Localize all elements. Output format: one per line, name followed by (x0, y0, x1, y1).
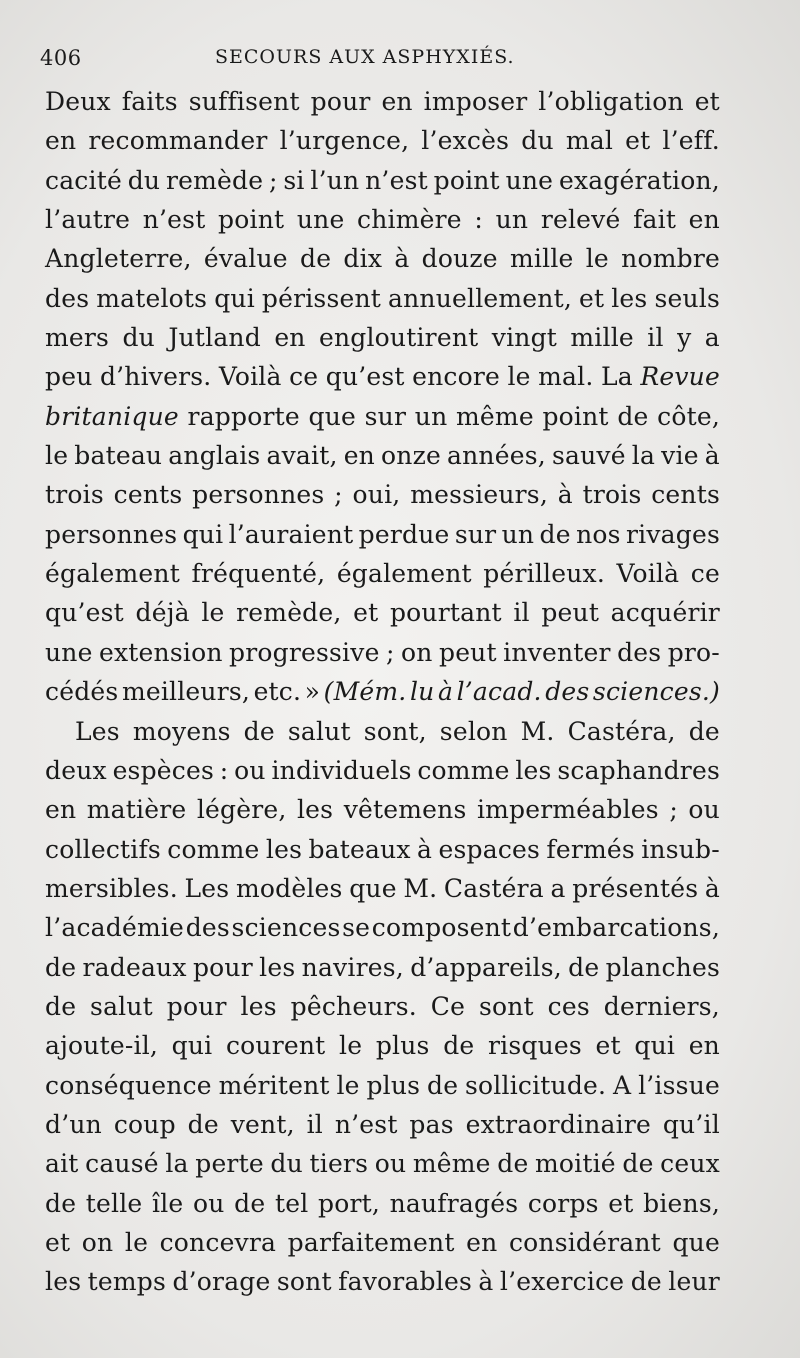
text-line: et on le concevra parfaitement en considérant que (45, 1227, 720, 1257)
text-line: collectifs comme les bateaux à espaces fermés insub- (45, 834, 720, 864)
text-line: l’académie des sciences se composent d’embarcations, (45, 913, 720, 943)
text-line: conséquence méritent le plus de sollicitude. A l’issue (45, 1070, 720, 1100)
page-number: 406 (40, 46, 82, 70)
text-line: cacité du remède ; si l’un n’est point une exagération, (45, 165, 720, 195)
text-line: ajoute-il, qui courent le plus de risques et qui en (45, 1031, 720, 1061)
text-line: Deux faits suffisent pour en imposer l’obligation et (45, 87, 720, 116)
text-line: les temps d’orage sont favorables à l’exercice de leur (45, 1267, 720, 1297)
text-line: deux espèces : ou individuels comme les scaphandres (45, 755, 720, 785)
text-line: de radeaux pour les navires, d’appareils, de planches (45, 952, 720, 982)
body-text (45, 82, 720, 1302)
text-line: Les moyens de salut sont, selon M. Castéra, de (75, 716, 720, 746)
text-line: des matelots qui périssent annuellement, et les seuls (45, 283, 720, 313)
text-line: de salut pour les pêcheurs. Ce sont ces derniers, (45, 991, 720, 1021)
text-line: qu’est déjà le remède, et pourtant il peut acquérir (45, 598, 720, 628)
text-line: ait causé la perte du tiers ou même de moitié de ceux (45, 1149, 720, 1179)
text-line: personnes qui l’auraient perdue sur un de nos rivages (45, 519, 720, 549)
text-line: trois cents personnes ; oui, messieurs, à trois cents (45, 480, 720, 510)
text-line: mersibles. Les modèles que M. Castéra a présentés à (45, 873, 720, 903)
text-line: en matière légère, les vêtemens imperméables ; ou (45, 795, 720, 825)
running-title: SECOURS AUX ASPHYXIÉS. (215, 46, 515, 68)
text-line: le bateau anglais avait, en onze années, sauvé la vie à (45, 441, 720, 471)
text-line: en recommander l’urgence, l’excès du mal et l’eff. (45, 126, 720, 156)
running-head (0, 40, 800, 80)
text-line: mers du Jutland en engloutirent vingt mille il y a (45, 323, 720, 353)
text-line: l’autre n’est point une chimère : un relevé fait en (45, 205, 720, 235)
text-line: une extension progressive ; on peut inventer des pro- (45, 637, 720, 667)
text-line: de telle île ou de tel port, naufragés corps et biens, (45, 1188, 720, 1218)
text-line: peu d’hivers. Voilà ce qu’est encore le mal. La Revue (45, 362, 720, 392)
text-line: Angleterre, évalue de dix à douze mille le nombre (45, 244, 720, 274)
text-line: britanique rapporte que sur un même point de côte, (45, 401, 720, 431)
text-line: cédés meilleurs, etc. » (Mém. lu à l’acad. des sciences.) (45, 677, 720, 707)
text-line: d’un coup de vent, il n’est pas extraordinaire qu’il (45, 1109, 720, 1139)
text-line: également fréquenté, également périlleux. Voilà ce (45, 559, 720, 589)
